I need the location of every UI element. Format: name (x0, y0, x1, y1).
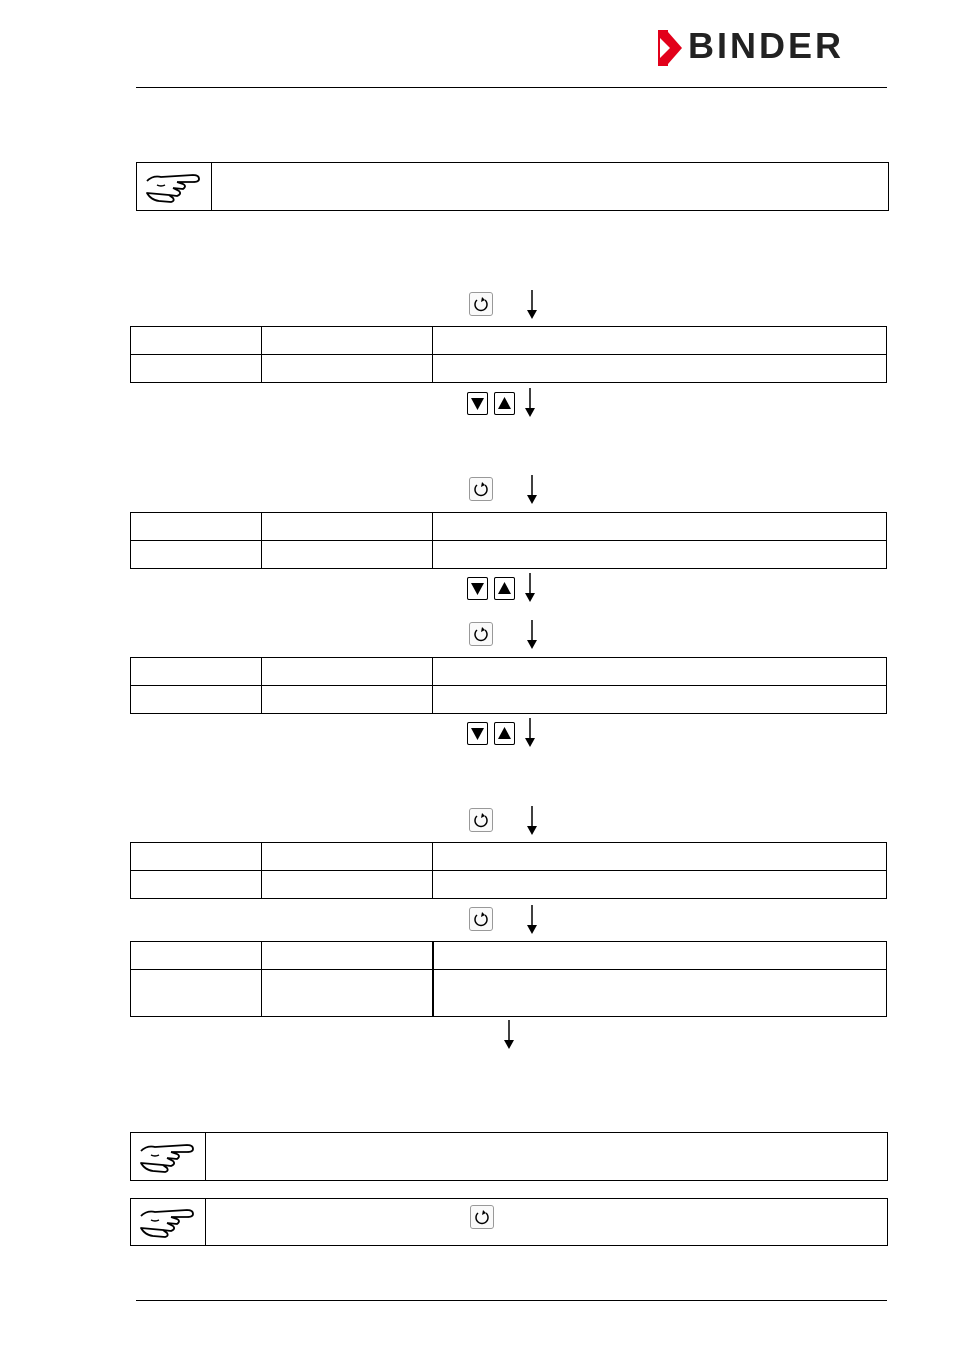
table-cell (433, 658, 887, 686)
parameter-table-4 (130, 842, 887, 899)
table-cell (131, 327, 262, 355)
table-row (131, 970, 887, 1017)
table-cell (131, 541, 262, 569)
table-row (131, 942, 887, 970)
enter-cycle-icon (473, 812, 489, 828)
table-cell (131, 355, 262, 383)
down-arrow-icon (526, 290, 538, 320)
footer-rule (136, 1300, 887, 1301)
table-row (131, 355, 887, 383)
brand-mark-icon (656, 30, 686, 66)
down-key[interactable] (467, 722, 488, 745)
note-text-3 (206, 1199, 887, 1245)
table-cell (262, 658, 433, 686)
down-arrow-icon (524, 573, 536, 603)
enter-cycle-icon (474, 1209, 490, 1225)
table-cell (433, 541, 887, 569)
enter-key[interactable] (470, 1205, 494, 1229)
table-cell (262, 686, 433, 714)
table-cell (433, 871, 887, 899)
note-text-1 (212, 163, 888, 210)
table-cell (262, 970, 433, 1017)
table-cell (131, 843, 262, 871)
table-cell (262, 513, 433, 541)
down-arrow-icon (526, 620, 538, 650)
table-cell (131, 658, 262, 686)
note-box-3 (130, 1198, 888, 1246)
down-key[interactable] (467, 392, 488, 415)
triangle-down-icon (470, 581, 485, 596)
enter-cycle-icon (473, 481, 489, 497)
enter-cycle-icon (473, 626, 489, 642)
header-rule (136, 87, 887, 88)
triangle-down-icon (470, 396, 485, 411)
table-cell (433, 942, 887, 970)
table-cell (262, 541, 433, 569)
hand-pointer-icon (131, 1133, 206, 1180)
table-row (131, 658, 887, 686)
note-box-2 (130, 1132, 888, 1181)
triangle-up-icon (497, 396, 512, 411)
table-cell (433, 327, 887, 355)
brand-name: BINDER (688, 25, 845, 66)
down-arrow-icon (524, 388, 536, 418)
table-row (131, 513, 887, 541)
parameter-table-2 (130, 512, 887, 569)
table-row (131, 327, 887, 355)
up-key[interactable] (494, 577, 515, 600)
table-cell (262, 843, 433, 871)
table-row (131, 686, 887, 714)
enter-key[interactable] (469, 622, 493, 646)
note-text-2 (206, 1133, 887, 1180)
enter-cycle-icon (473, 296, 489, 312)
enter-key[interactable] (469, 477, 493, 501)
down-arrow-icon (503, 1020, 515, 1050)
enter-key[interactable] (469, 808, 493, 832)
parameter-table-1 (130, 326, 887, 383)
table-cell (262, 871, 433, 899)
triangle-up-icon (497, 726, 512, 741)
table-cell (433, 355, 887, 383)
table-cell (433, 686, 887, 714)
table-cell (131, 513, 262, 541)
down-arrow-icon (526, 475, 538, 505)
down-key[interactable] (467, 577, 488, 600)
triangle-down-icon (470, 726, 485, 741)
table-cell (262, 327, 433, 355)
note-box-1 (136, 162, 889, 211)
up-key[interactable] (494, 392, 515, 415)
table-cell (433, 843, 887, 871)
enter-key[interactable] (469, 292, 493, 316)
table-row (131, 843, 887, 871)
hand-pointer-icon (131, 1199, 206, 1245)
triangle-up-icon (497, 581, 512, 596)
enter-cycle-icon (473, 911, 489, 927)
table-cell (131, 686, 262, 714)
hand-pointer-icon (137, 163, 212, 210)
down-arrow-icon (526, 806, 538, 836)
enter-key[interactable] (469, 907, 493, 931)
table-cell (131, 942, 262, 970)
parameter-table-3 (130, 657, 887, 714)
table-row (131, 871, 887, 899)
parameter-table-5 (130, 941, 887, 1017)
table-row (131, 541, 887, 569)
table-cell (131, 970, 262, 1017)
down-arrow-icon (526, 905, 538, 935)
binder-logo (656, 25, 888, 66)
table-cell (262, 942, 433, 970)
table-cell (433, 513, 887, 541)
down-arrow-icon (524, 718, 536, 748)
table-cell (433, 970, 887, 1017)
up-key[interactable] (494, 722, 515, 745)
table-cell (262, 355, 433, 383)
table-cell (131, 871, 262, 899)
